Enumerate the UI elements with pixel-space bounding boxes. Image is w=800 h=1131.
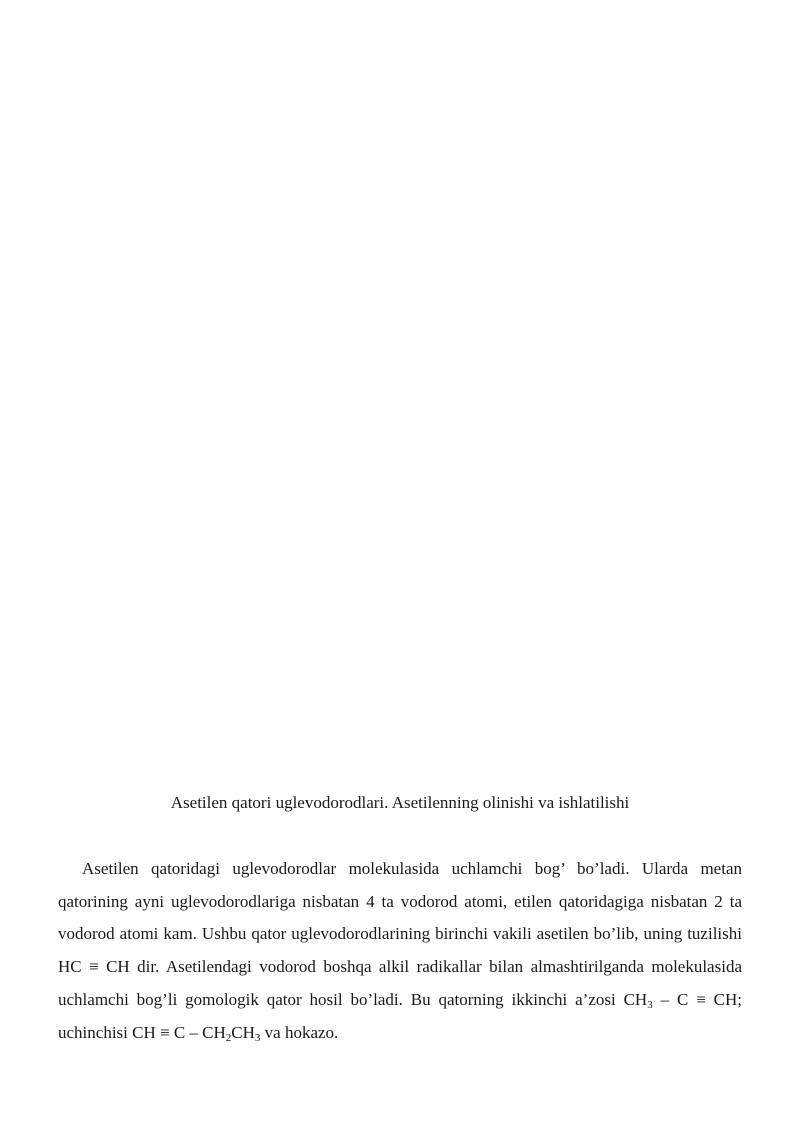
paragraph-text: Asetilen qatoridagi uglevodorodlar molekulasida uchlamchi bog’ bo’ladi. Ularda metan qatorining ayni uglevodorodlariga nisbatan 4 ta vodorod atomi, etilen qatoridagiga nisbatan 2 ta vodorod atomi kam. Ushbu qator uglevodorodlarining birinchi vakili asetilen bo’lib, uning tuzilishi HC ≡ CH dir. Asetilendagi vodorod boshqa alkil radikallar bilan almashtirilganda molekulasida uchlamchi bog’li gomologik qator hosil bo’ladi. Bu qatorning ikkinchi a’zosi CH xyxy=(58,859,742,1009)
paragraph-text: CH xyxy=(231,1022,255,1042)
subscript: 3 xyxy=(254,1031,261,1044)
paragraph-text: – C ≡ CH; uchinchisi CH ≡ C – CH xyxy=(58,989,743,1042)
document-title: Asetilen qatori uglevodorodlari. Asetilenning olinishi va ishlatilishi xyxy=(170,793,630,812)
body-paragraph xyxy=(58,853,742,1049)
paragraph-text: va hokazo. xyxy=(260,1022,339,1042)
subscript: 2 xyxy=(225,1031,232,1044)
subscript: 3 xyxy=(647,998,653,1011)
